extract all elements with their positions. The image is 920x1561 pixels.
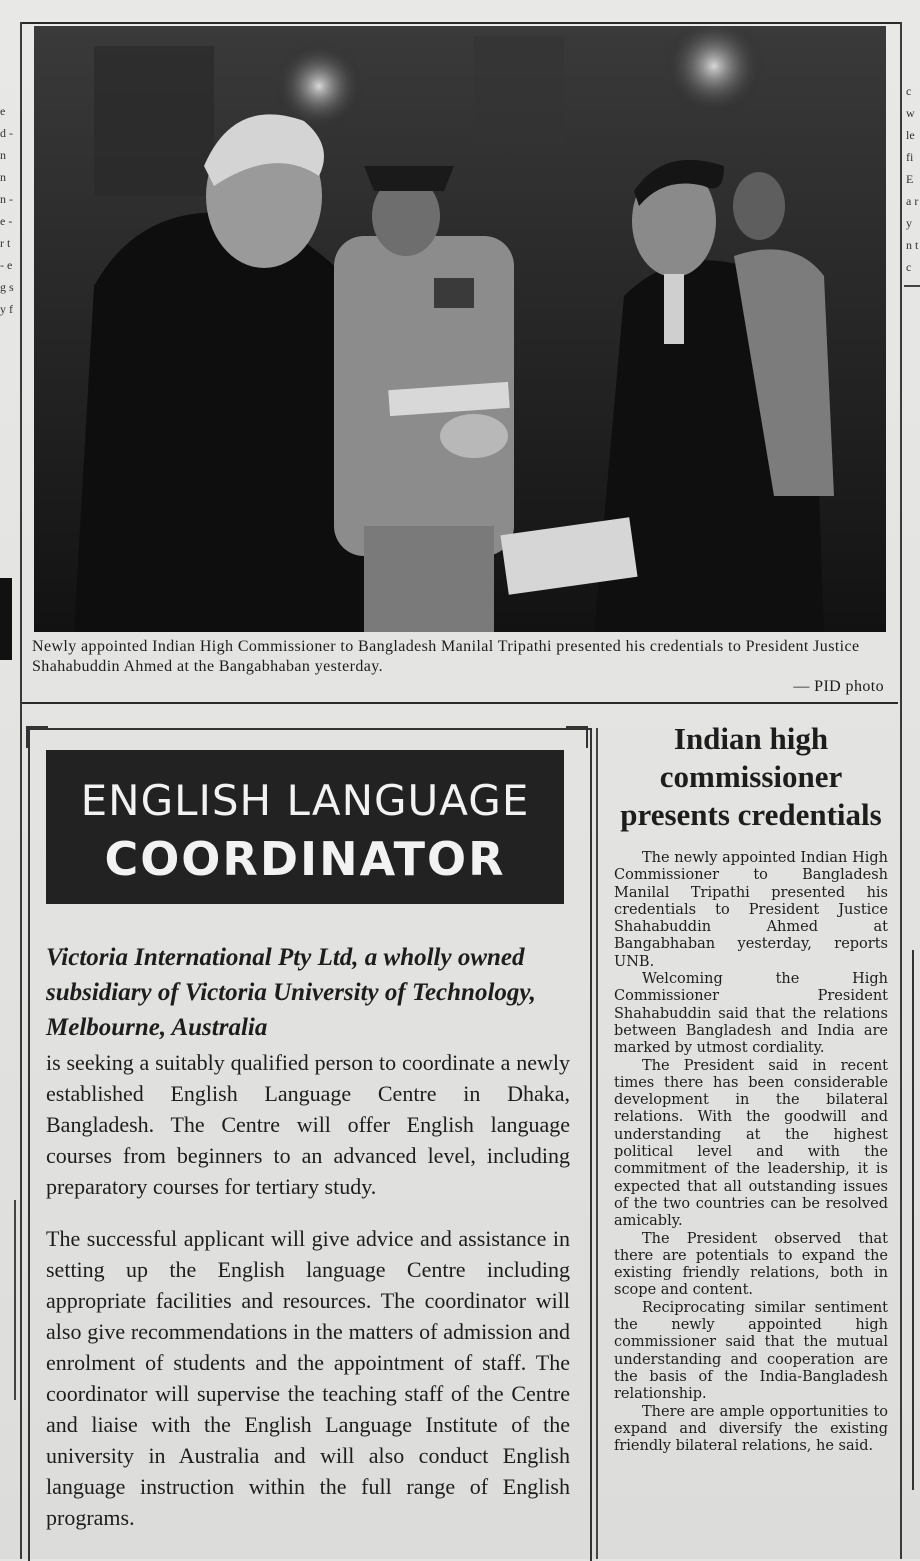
- ad-banner: [46, 750, 564, 904]
- right-edge-rule: [904, 285, 920, 287]
- article-paragraph: The President said in recent times there has been considerable development in the bilateral relations. With the goodwill and understanding at the highest political level and with the commitment of the leadership, it is expected that all outstanding issues of the two countries can be resolved amicably.: [614, 1057, 888, 1230]
- article-headline: Indian high commissioner presents credentials: [620, 721, 882, 832]
- ad-paragraph-2: The successful applicant will give advice and assistance in setting up the English language Centre including appropriate facilities and resources. The coordinator will also give recommendations in the matters of admission and enrolment of students and the appointment of staff. The coordinator will supervise the teaching staff of the Centre and liaise with the English Language Institute of the university in Australia and will also conduct English language instruction within the full range of English programs.: [46, 1226, 570, 1530]
- right-edge-text-fragment: c w le fi E a r y n t c: [906, 84, 919, 274]
- ad-banner-line2: COORDINATOR: [104, 832, 506, 886]
- left-column-rule: [20, 22, 22, 1559]
- news-article: [614, 720, 888, 1455]
- article-paragraph: Welcoming the High Commissioner President Shahabuddin said that the relations between Bangladesh and India are marked by utmost cordiality.: [614, 971, 888, 1057]
- ad-banner-line1: ENGLISH LANGUAGE: [80, 776, 530, 825]
- section-rule: [22, 702, 898, 704]
- ad-lead-text: Victoria International Pty Ltd, a wholly owned subsidiary of Victoria University of Technology, Melbourne, Australia: [46, 944, 536, 1041]
- article-paragraph: Reciprocating similar sentiment the newly appointed high commissioner said that the mutual understanding and cooperation are the basis of the India-Bangladesh relationship.: [614, 1299, 888, 1403]
- ad-corner-top-right: [566, 726, 588, 748]
- caption-text: Newly appointed Indian High Commissioner to Bangladesh Manilal Tripathi presented his credentials to President Justice Shahabuddin Ahmed at the Bangabhaban yesterday.: [32, 638, 860, 675]
- left-edge-adjacent-box: [0, 1200, 16, 1400]
- article-paragraph: The President observed that there are potentials to expand the existing friendly relations, both in scope and content.: [614, 1230, 888, 1299]
- photo-caption: [32, 637, 884, 697]
- ad-paragraph-1: is seeking a suitably qualified person to coordinate a newly established English Language Centre in Dhaka, Bangladesh. The Centre will offer English language courses from beginners to an advanced level, including preparatory courses for tertiary study.: [46, 1050, 570, 1199]
- article-column-rule: [596, 728, 598, 1559]
- ad-corner-top-left: [26, 726, 48, 748]
- article-body: [614, 850, 888, 1455]
- right-column-rule: [900, 22, 902, 1559]
- left-edge-text-fragment: e d - n n n - e - r t - e g s y f: [0, 104, 14, 316]
- right-edge-adjacent-column: [912, 950, 920, 1490]
- photo-illustration: [34, 26, 886, 632]
- news-photo: [34, 26, 886, 632]
- article-paragraph: The newly appointed Indian High Commissioner to Bangladesh Manilal Tripathi presented his credentials to President Justice Shahabuddin Ahmed at Bangabhaban yesterday, reports UNB.: [614, 850, 888, 970]
- article-paragraph: There are ample opportunities to expand and diversify the existing friendly bilateral relations, he said.: [614, 1403, 888, 1455]
- left-edge-dark-block: [0, 578, 12, 660]
- top-rule: [22, 22, 900, 24]
- photo-credit: — PID photo: [793, 678, 884, 695]
